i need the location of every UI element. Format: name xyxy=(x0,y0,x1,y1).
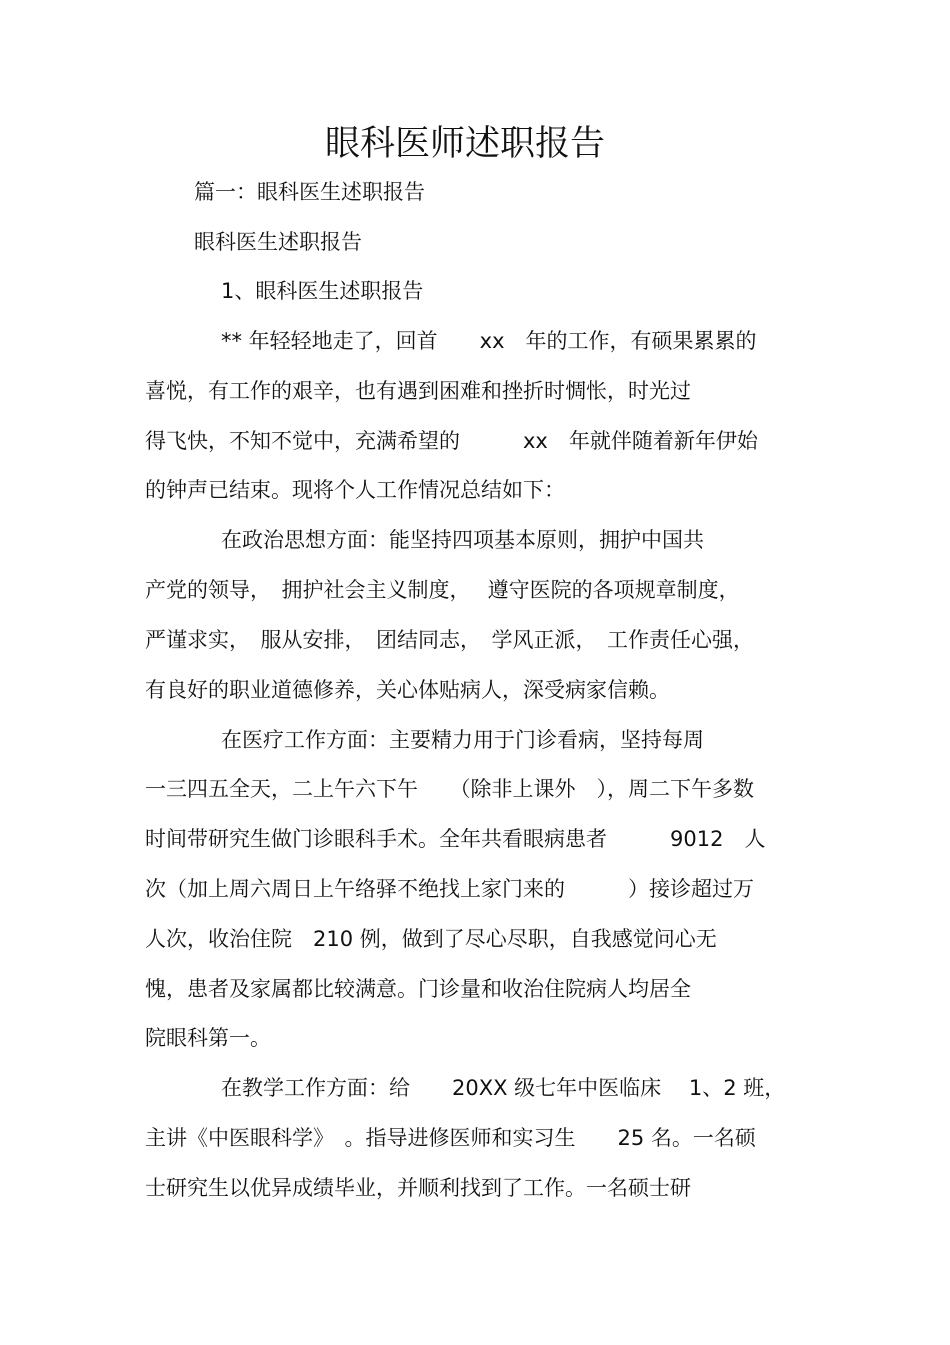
document-title: 眼科医师述职报告 xyxy=(324,124,605,164)
paragraph-line: 愧，患者及家属都比较满意。门诊量和收治住院病人均居全 xyxy=(145,977,691,1001)
paragraph-line: 一三四五全天，二上午六下午 （除非上课外 ），周二下午多数 xyxy=(145,777,754,801)
paragraph-line: 严谨求实， 服从安排， 团结同志， 学风正派， 工作责任心强， xyxy=(145,628,754,652)
paragraph-line: 士研究生以优异成绩毕业，并顺利找到了工作。一名硕士研 xyxy=(145,1176,691,1200)
paragraph-line: 次（加上周六周日上午络驿不绝找上家门来的 ）接诊超过万 xyxy=(145,877,754,901)
paragraph-line: ** 年轻轻地走了，回首 xx 年的工作，有硕果累累的 xyxy=(221,329,757,353)
paragraph-line: 时间带研究生做门诊眼科手术。全年共看眼病患者 9012 人 xyxy=(145,827,766,851)
section-heading: 篇一：眼科医生述职报告 xyxy=(194,180,425,204)
subheading: 眼科医生述职报告 xyxy=(194,230,362,254)
paragraph-line: 主讲《中医眼科学》 。指导进修医师和实习生 25 名。一名硕 xyxy=(145,1126,756,1150)
paragraph-line: 人次，收治住院 210 例，做到了尽心尽职，自我感觉问心无 xyxy=(145,927,717,951)
paragraph-line: 在教学工作方面：给 20XX 级七年中医临床 1、2 班， xyxy=(221,1076,786,1100)
paragraph-line: 喜悦，有工作的艰辛，也有遇到困难和挫折时惆怅，时光过 xyxy=(145,379,691,403)
paragraph-line: 院眼科第一。 xyxy=(145,1026,271,1050)
paragraph-line: 在医疗工作方面：主要精力用于门诊看病，坚持每周 xyxy=(221,728,704,752)
paragraph-line: 得飞快，不知不觉中，充满希望的 xx 年就伴随着新年伊始 xyxy=(145,429,758,453)
paragraph-line: 有良好的职业道德修养，关心体贴病人，深受病家信赖。 xyxy=(145,678,670,702)
paragraph-line: 产党的领导， 拥护社会主义制度， 遵守医院的各项规章制度， xyxy=(145,578,740,602)
numbered-heading: 1、眼科医生述职报告 xyxy=(221,279,424,303)
paragraph-line: 在政治思想方面：能坚持四项基本原则，拥护中国共 xyxy=(221,528,704,552)
paragraph-line: 的钟声已结束。现将个人工作情况总结如下： xyxy=(145,478,565,502)
